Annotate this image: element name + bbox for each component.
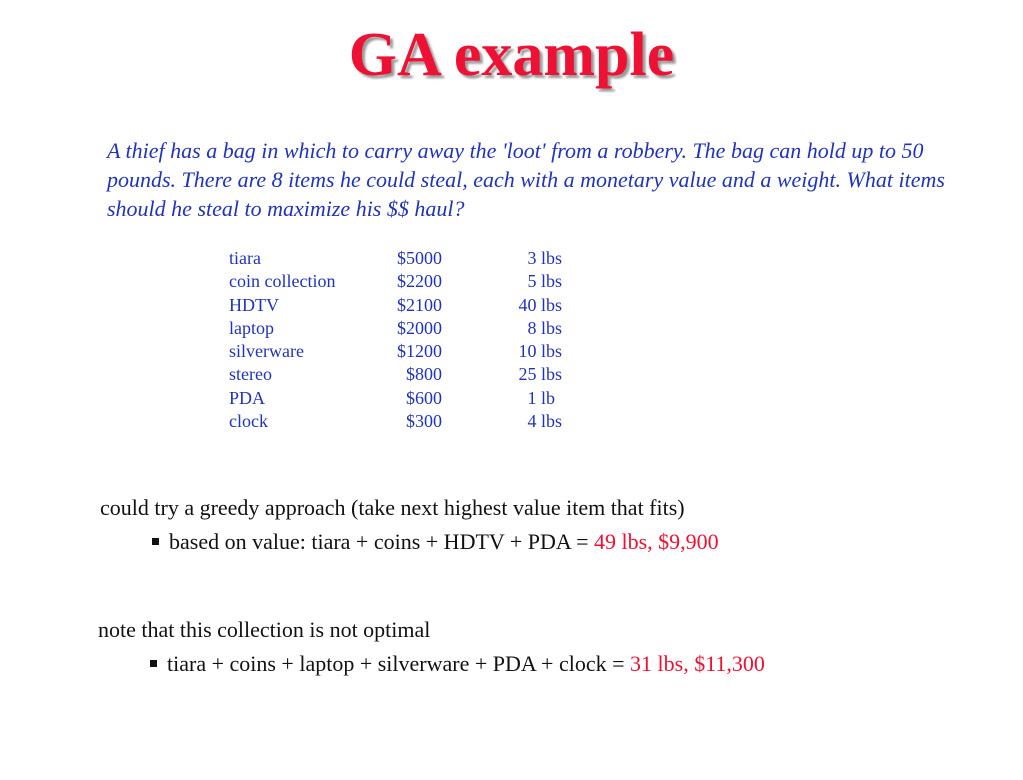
- item-row: [229, 363, 573, 386]
- item-unit: lbs: [541, 364, 563, 385]
- item-weight-cell: [442, 317, 573, 340]
- item-row: [229, 410, 573, 433]
- item-weight: 8: [527, 317, 537, 338]
- square-bullet-icon: [152, 538, 159, 545]
- item-name: clock: [229, 411, 268, 432]
- item-name: coin collection: [229, 271, 336, 292]
- item-weight-cell: [442, 270, 573, 293]
- item-value: $5000: [397, 248, 442, 268]
- greedy-result: 49 lbs, $9,900: [594, 529, 719, 554]
- item-value: $2200: [397, 271, 442, 292]
- not-optimal-text: note that this collection is not optimal: [98, 617, 431, 642]
- item-name: stereo: [229, 364, 272, 385]
- greedy-approach-text: could try a greedy approach (take next highest value item that fits): [100, 495, 685, 520]
- item-name: tiara: [229, 248, 261, 268]
- item-unit: lb: [541, 387, 556, 408]
- item-weight-cell: [442, 410, 573, 433]
- item-value: $600: [406, 387, 442, 408]
- problem-statement: A thief has a bag in which to carry away the 'loot' from a robbery. The bag can hold up to 50 pounds. There are 8 items he could steal, each with a monetary value and a weight. What items should he steal to maximize his $$ haul?: [107, 138, 945, 221]
- item-weight: 4: [527, 411, 537, 432]
- item-unit: lbs: [541, 341, 563, 362]
- item-value: $2100: [397, 294, 442, 315]
- item-weight-cell: [442, 363, 573, 386]
- item-row: [229, 317, 573, 340]
- item-weight: 25: [518, 364, 537, 385]
- item-row: [229, 340, 573, 363]
- item-weight: 1: [527, 387, 537, 408]
- item-value: $2000: [397, 317, 442, 338]
- greedy-bullet: [152, 529, 719, 555]
- item-value: $1200: [397, 341, 442, 362]
- item-weight: 5: [527, 271, 537, 292]
- item-weight: 3: [527, 248, 537, 268]
- item-row: [229, 247, 573, 270]
- optimal-bullet: [150, 651, 765, 677]
- item-unit: lbs: [541, 248, 563, 268]
- optimal-result: 31 lbs, $11,300: [630, 651, 765, 676]
- item-value: $300: [406, 411, 442, 432]
- optimal-bullet-text: tiara + coins + laptop + silverware + PDA + clock =: [167, 651, 631, 676]
- item-name: PDA: [229, 387, 266, 408]
- item-weight: 10: [518, 341, 537, 362]
- greedy-bullet-text: based on value: tiara + coins + HDTV + PDA =: [169, 529, 594, 554]
- item-unit: lbs: [541, 294, 563, 315]
- item-weight: 40: [518, 294, 537, 315]
- item-name: silverware: [229, 341, 304, 362]
- item-row: [229, 294, 573, 317]
- item-weight-cell: [442, 294, 573, 317]
- slide-title: GA example: [348, 21, 675, 89]
- item-value: $800: [406, 364, 442, 385]
- item-unit: lbs: [541, 411, 563, 432]
- item-name: HDTV: [229, 294, 279, 315]
- item-row: [229, 270, 573, 293]
- item-unit: lbs: [541, 271, 563, 292]
- item-weight-cell: [442, 247, 573, 270]
- items-table: [229, 247, 573, 433]
- item-row: [229, 387, 573, 410]
- item-name: laptop: [229, 317, 274, 338]
- item-weight-cell: [442, 387, 573, 410]
- item-weight-cell: [442, 340, 573, 363]
- square-bullet-icon: [150, 660, 157, 667]
- item-unit: lbs: [541, 317, 563, 338]
